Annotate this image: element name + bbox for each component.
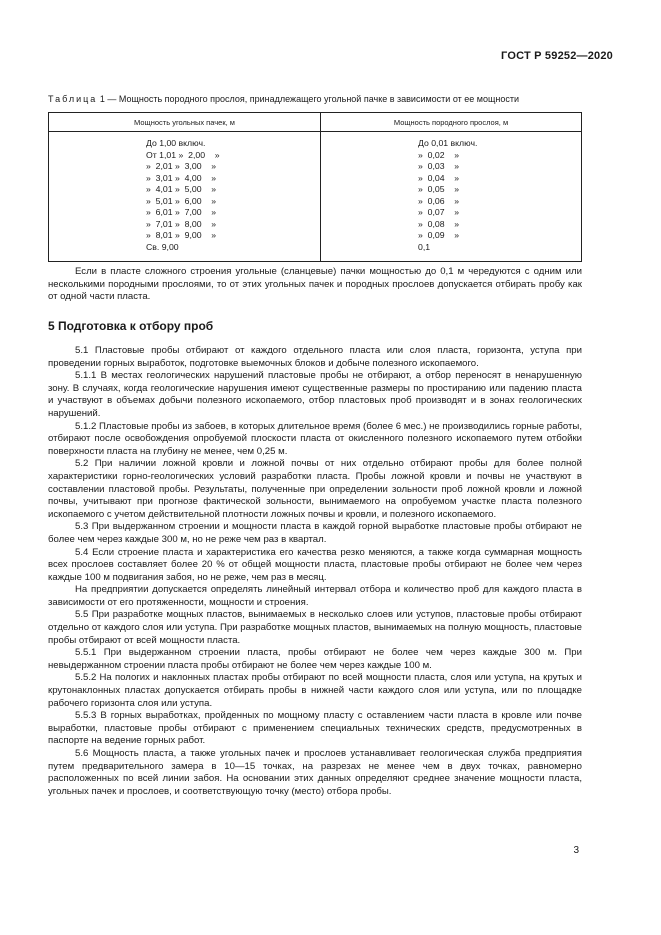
table-caption-number: 1 (99, 94, 105, 104)
table-cell-coal (49, 132, 321, 262)
paragraph: 5.6 Мощность пласта, а также угольных пачек и прослоев устанавливает геологическая служба предприятия путем предварительного замера в 10—15 точках, на разрезах не менее чем в двух точках, равномерно расположенных по всей линии забоя. На основании этих данных определяют среднее значение мощности пласта, угольных пачек и прослоев, и соответствующую точку (место) отбора пробы. (48, 748, 582, 797)
table-value: » 2,01 » 3,00 » (146, 161, 217, 171)
table-value: » 8,01 » 9,00 » (146, 230, 217, 240)
paragraph: 5.4 Если строение пласта и характеристика его качества резко меняются, а также когда суммарная мощность всех прослоев составляет более 20 % от общей мощности пласта, пластовые пробы отбирают не более чем через каждые 100 м подвигания забоя, но не реже, чем раз в месяц. (48, 546, 582, 583)
table-header-coal: Мощность угольных пачек, м (49, 113, 321, 132)
paragraph: 5.3 При выдержанном строении и мощности пласта в каждой горной выработке пластовые пробы отбирают не более чем через каждые 300 м, но не реже чем раз в квартал. (48, 521, 582, 545)
thickness-table (48, 112, 582, 262)
paragraph: Если в пласте сложного строения угольные (сланцевые) пачки мощностью до 0,1 м чередуются с одним или несколькими породными прослоями, то от этих угольных пачек и породных прослоев допускается отбирать пробу как от одной части пласта. (48, 266, 582, 303)
table-header-rock: Мощность породного прослоя, м (321, 113, 582, 132)
paragraph: 5.5.2 На пологих и наклонных пластах пробы отбирают по всей мощности пласта, слоя или уступа, на крутых и крутонаклонных пластах допускается отбирать пробы в нижней части каждого слоя или уступа, или по площадке рабочего горизонта слоя или уступа. (48, 672, 582, 709)
paragraph: 5.1 Пластовые пробы отбирают от каждого отдельного пласта или слоя пласта, горизонта, уступа при проведении горных выработок, подготовке выемочных блоков и добыче полезного ископаемого. (48, 345, 582, 369)
section-body (48, 345, 582, 798)
table-value: » 3,01 » 4,00 » (146, 172, 217, 183)
paragraph: 5.5.1 При выдержанном строении пласта, пробы отбирают не более чем через каждые 300 м. При невыдержанном строении пласта пробы отбирают не более чем через каждые 100 м. (48, 647, 582, 671)
paragraph: На предприятии допускается определять линейный интервал отбора и количество проб для каждого пласта в зависимости от его протяженности, мощности и строения. (48, 584, 582, 608)
table-value: » 0,06 » (418, 195, 460, 206)
paragraph: 5.5.3 В горных выработках, пройденных по мощному пласту с оставлением части пласта в кровле или почве выработки, пластовые пробы отбирают с применением специальных технических средств, предусмотренных в паспорте на ведение горных работ. (48, 710, 582, 747)
table-value: Св. 9,00 (146, 241, 179, 252)
table-value: » 4,01 » 5,00 » (146, 184, 217, 194)
table-caption-word: Таблица (48, 94, 98, 104)
table-value: До 0,01 включ. (418, 138, 478, 148)
table-value: » 7,01 » 8,00 » (146, 218, 217, 229)
rock-thickness-list (321, 138, 581, 253)
table-value: От 1,01 » 2,00 » (146, 149, 220, 160)
paragraph: 5.1.1 В местах геологических нарушений пластовые пробы не отбирают, а отбор переносят в ненарушенную зону. В случаях, когда геологические нарушения имеют существенные размеры по простиранию или падению пласта и участвуют в объемах добычи полезного ископаемого, отбор пластовых проб производят и в зонах геологических нарушений. (48, 370, 582, 419)
section-title: 5 Подготовка к отбору проб (48, 319, 214, 333)
table-value: » 0,07 » (418, 207, 460, 217)
table-value: » 0,03 » (418, 161, 460, 171)
table-value: » 0,02 » (418, 149, 460, 160)
page-number: 3 (573, 845, 579, 856)
table-value: » 5,01 » 6,00 » (146, 195, 217, 206)
table-value: » 0,08 » (418, 218, 460, 229)
coal-thickness-list (49, 138, 320, 253)
table-value: » 6,01 » 7,00 » (146, 207, 217, 217)
table-value: » 0,09 » (418, 230, 460, 240)
after-table-text (48, 266, 582, 304)
paragraph: 5.2 При наличии ложной кровли и ложной почвы от них отдельно отбирают пробы для более полной характеристики горно-геологических условий разработки пласта. Пробы ложной кровли и почвы не участвуют в составлении пластовой пробы. Результаты, полученные при определении зольности проб ложной кровли и ложной почвы, учитывают при прогнозе фактической зольности, вынимаемого на опробуемом участке пласта полезного ископаемого с учетом действительной плотности ложных почвы и кровли, и полезного ископаемого. (48, 458, 582, 520)
table-value: 0,1 (418, 241, 431, 252)
table-value: До 1,00 включ. (146, 138, 206, 148)
table-caption (48, 94, 618, 104)
table-caption-text: — Мощность породного прослоя, принадлежащего угольной пачке в зависимости от ее мощности (107, 94, 519, 104)
paragraph: 5.5 При разработке мощных пластов, вынимаемых в несколько слоев или уступов, пластовые пробы отбирают отдельно от каждого слоя или уступа. При разработке мощных пластов, вынимаемых на полную мощность, пластовые пробы отбирают от всей мощности пласта. (48, 609, 582, 646)
document-code: ГОСТ Р 59252—2020 (501, 50, 613, 62)
table-cell-rock (321, 132, 582, 262)
table-value: » 0,05 » (418, 184, 460, 194)
paragraph: 5.1.2 Пластовые пробы из забоев, в которых длительное время (более 6 мес.) не производились горные работы, отбирают после освобождения опробуемой плоскости пласта от окисленного полезного ископаемого путем отбойки поверхности пласта на глубину не менее, чем 0,25 м. (48, 420, 582, 457)
table-value: » 0,04 » (418, 172, 460, 183)
